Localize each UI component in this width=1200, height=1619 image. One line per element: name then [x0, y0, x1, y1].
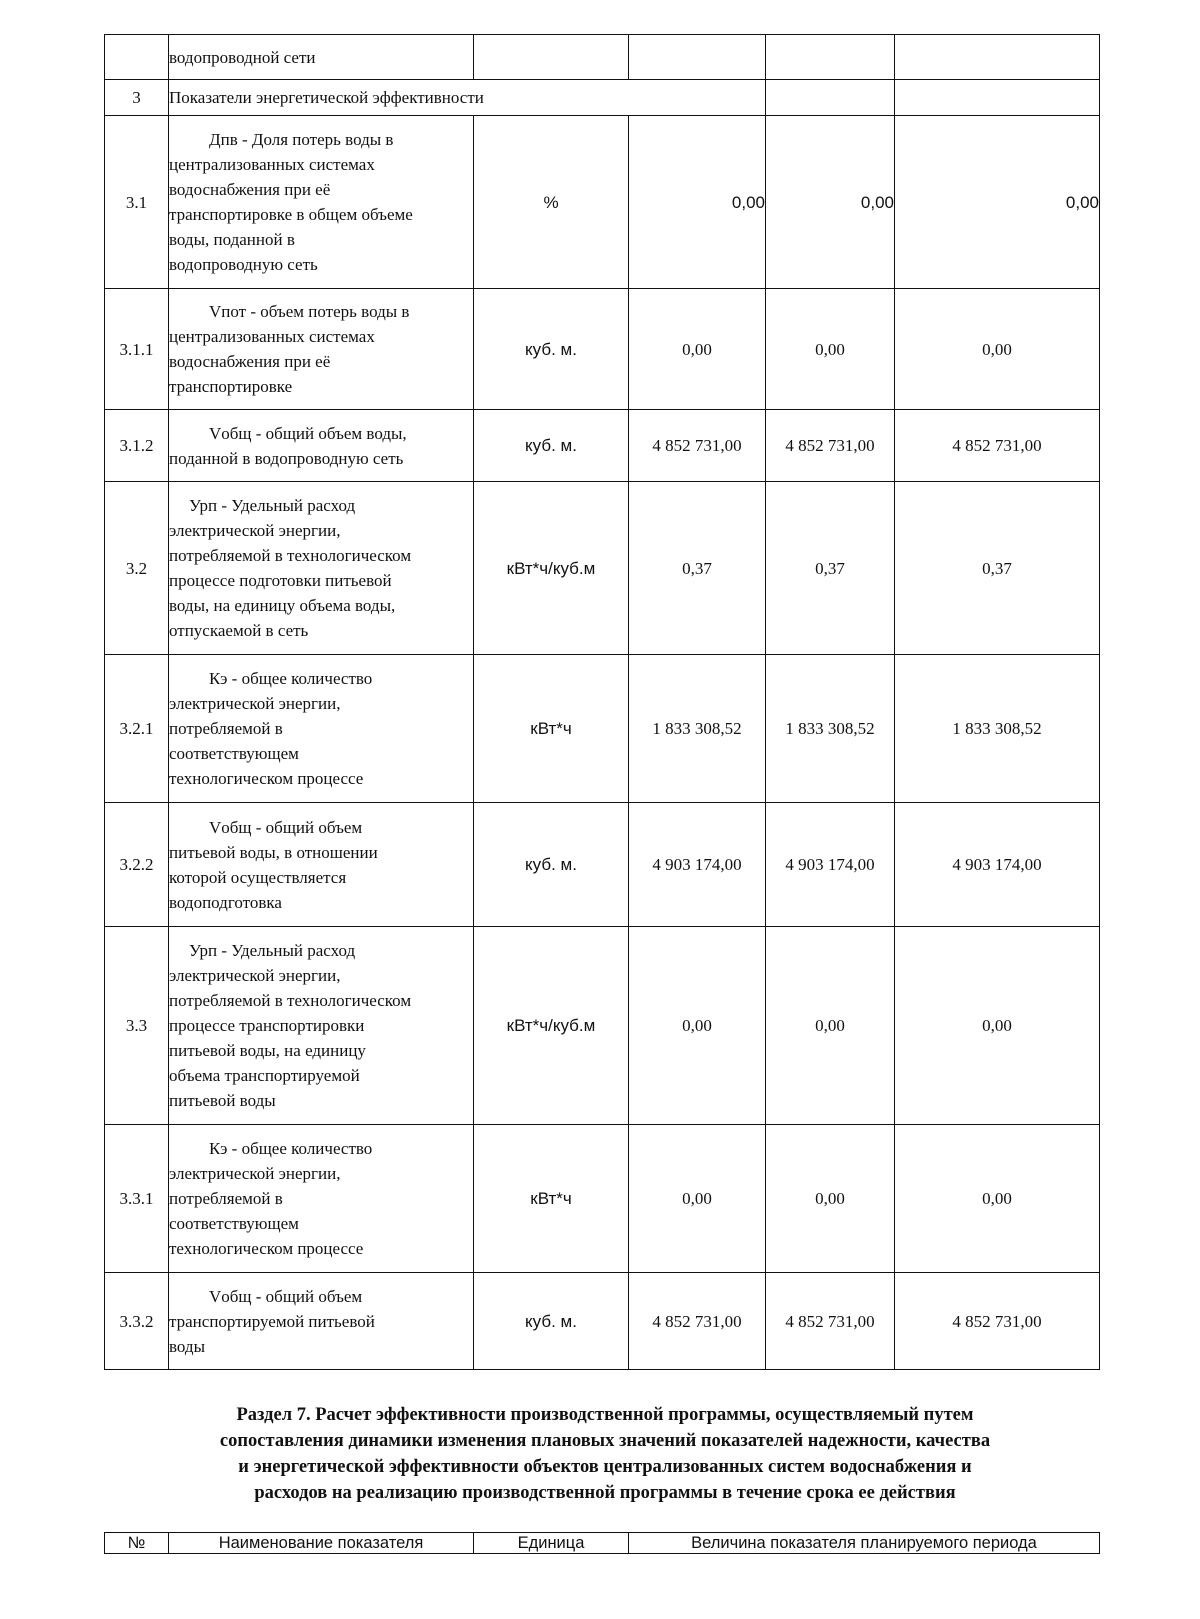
table-row — [105, 1273, 1100, 1370]
value-cell: 4 903 174,00 — [629, 803, 766, 927]
value-cell: 4 852 731,00 — [895, 410, 1100, 482]
row-number: 3.2.1 — [105, 655, 169, 803]
value-cell — [766, 35, 895, 80]
value-cell — [895, 35, 1100, 80]
value-cell: 0,37 — [766, 482, 895, 655]
header-unit: Единица — [474, 1533, 629, 1554]
indicator-name: Урп - Удельный расход электрической энергии, потребляемой в технологическом процессе транспортировки питьевой воды, на единицу объема транспортируемой питьевой воды — [169, 927, 474, 1125]
header-planned-value: Величина показателя планируемого периода — [629, 1533, 1100, 1554]
indicators-table — [104, 34, 1100, 1370]
section-heading-line: Раздел 7. Расчет эффективности производственной программы, осуществляемый путем — [236, 1405, 974, 1425]
unit-cell: кВт*ч/куб.м — [474, 927, 629, 1125]
header-row — [105, 1533, 1100, 1554]
row-number: 3.2.2 — [105, 803, 169, 927]
indicator-name: Урп - Удельный расход электрической энергии, потребляемой в технологическом процессе подготовки питьевой воды, на единицу объема воды, отпускаемой в сеть — [169, 482, 474, 655]
section-title: Показатели энергетической эффективности — [169, 80, 766, 116]
value-cell: 0,00 — [629, 116, 766, 289]
row-number: 3.1.2 — [105, 410, 169, 482]
row-number: 3.1 — [105, 116, 169, 289]
table-row — [105, 482, 1100, 655]
value-cell: 0,00 — [895, 116, 1100, 289]
value-cell — [629, 35, 766, 80]
indicator-name: Vобщ - общий объем транспортируемой питьевой воды — [169, 1273, 474, 1370]
efficiency-table-header — [104, 1532, 1100, 1554]
table-row — [105, 289, 1100, 410]
unit-cell: куб. м. — [474, 803, 629, 927]
value-cell: 4 903 174,00 — [895, 803, 1100, 927]
value-cell: 0,00 — [766, 289, 895, 410]
table-row — [105, 35, 1100, 80]
value-cell — [895, 80, 1100, 116]
value-cell: 0,00 — [895, 927, 1100, 1125]
header-indicator-name: Наименование показателя — [169, 1533, 474, 1554]
unit-cell: кВт*ч — [474, 1125, 629, 1273]
value-cell: 4 852 731,00 — [766, 1273, 895, 1370]
value-cell: 1 833 308,52 — [895, 655, 1100, 803]
section-row — [105, 80, 1100, 116]
row-number: 3.3.2 — [105, 1273, 169, 1370]
value-cell: 0,00 — [766, 1125, 895, 1273]
row-number: 3.2 — [105, 482, 169, 655]
value-cell: 4 903 174,00 — [766, 803, 895, 927]
table-row — [105, 410, 1100, 482]
value-cell: 0,00 — [629, 289, 766, 410]
value-cell: 0,00 — [895, 1125, 1100, 1273]
value-cell: 0,00 — [766, 116, 895, 289]
table-row — [105, 116, 1100, 289]
indicator-name: Vобщ - общий объем питьевой воды, в отношении которой осуществляется водоподготовка — [169, 803, 474, 927]
row-number: 3.3 — [105, 927, 169, 1125]
unit-cell: куб. м. — [474, 289, 629, 410]
indicator-name: Vобщ - общий объем воды, поданной в водопроводную сеть — [169, 410, 474, 482]
unit-cell: куб. м. — [474, 410, 629, 482]
value-cell: 0,37 — [629, 482, 766, 655]
section-heading-line: сопоставления динамики изменения плановых значений показателей надежности, качества — [219, 1431, 991, 1451]
table-row — [105, 803, 1100, 927]
unit-cell: кВт*ч — [474, 655, 629, 803]
value-cell: 0,00 — [766, 927, 895, 1125]
indicator-name: водопроводной сети — [169, 35, 474, 80]
value-cell: 0,37 — [895, 482, 1100, 655]
row-number: 3 — [105, 80, 169, 116]
row-number — [105, 35, 169, 80]
value-cell: 4 852 731,00 — [895, 1273, 1100, 1370]
unit-cell: кВт*ч/куб.м — [474, 482, 629, 655]
value-cell: 4 852 731,00 — [766, 410, 895, 482]
value-cell: 4 852 731,00 — [629, 410, 766, 482]
value-cell: 0,00 — [629, 1125, 766, 1273]
value-cell: 1 833 308,52 — [766, 655, 895, 803]
section-heading-line: и энергетической эффективности объектов централизованных систем водоснабжения и — [238, 1457, 972, 1477]
value-cell — [766, 80, 895, 116]
indicator-name: Кэ - общее количество электрической энергии, потребляемой в соответствующем технологическом процессе — [169, 655, 474, 803]
section-heading — [105, 1402, 1105, 1506]
unit-cell: куб. м. — [474, 1273, 629, 1370]
indicator-name: Кэ - общее количество электрической энергии, потребляемой в соответствующем технологическом процессе — [169, 1125, 474, 1273]
header-number: № — [105, 1533, 169, 1554]
row-number: 3.1.1 — [105, 289, 169, 410]
value-cell: 0,00 — [629, 927, 766, 1125]
unit-cell: % — [474, 116, 629, 289]
indicator-name: Дпв - Доля потерь воды в централизованных системах водоснабжения при её транспортировке в общем объеме воды, поданной в водопроводную сеть — [169, 116, 474, 289]
value-cell: 0,00 — [895, 289, 1100, 410]
value-cell: 4 852 731,00 — [629, 1273, 766, 1370]
indicator-name: Vпот - объем потерь воды в централизованных системах водоснабжения при её транспортировке — [169, 289, 474, 410]
table-row — [105, 927, 1100, 1125]
section-heading-line: расходов на реализацию производственной программы в течение срока ее действия — [254, 1483, 956, 1503]
unit-cell — [474, 35, 629, 80]
table-row — [105, 655, 1100, 803]
table-row — [105, 1125, 1100, 1273]
value-cell: 1 833 308,52 — [629, 655, 766, 803]
row-number: 3.3.1 — [105, 1125, 169, 1273]
